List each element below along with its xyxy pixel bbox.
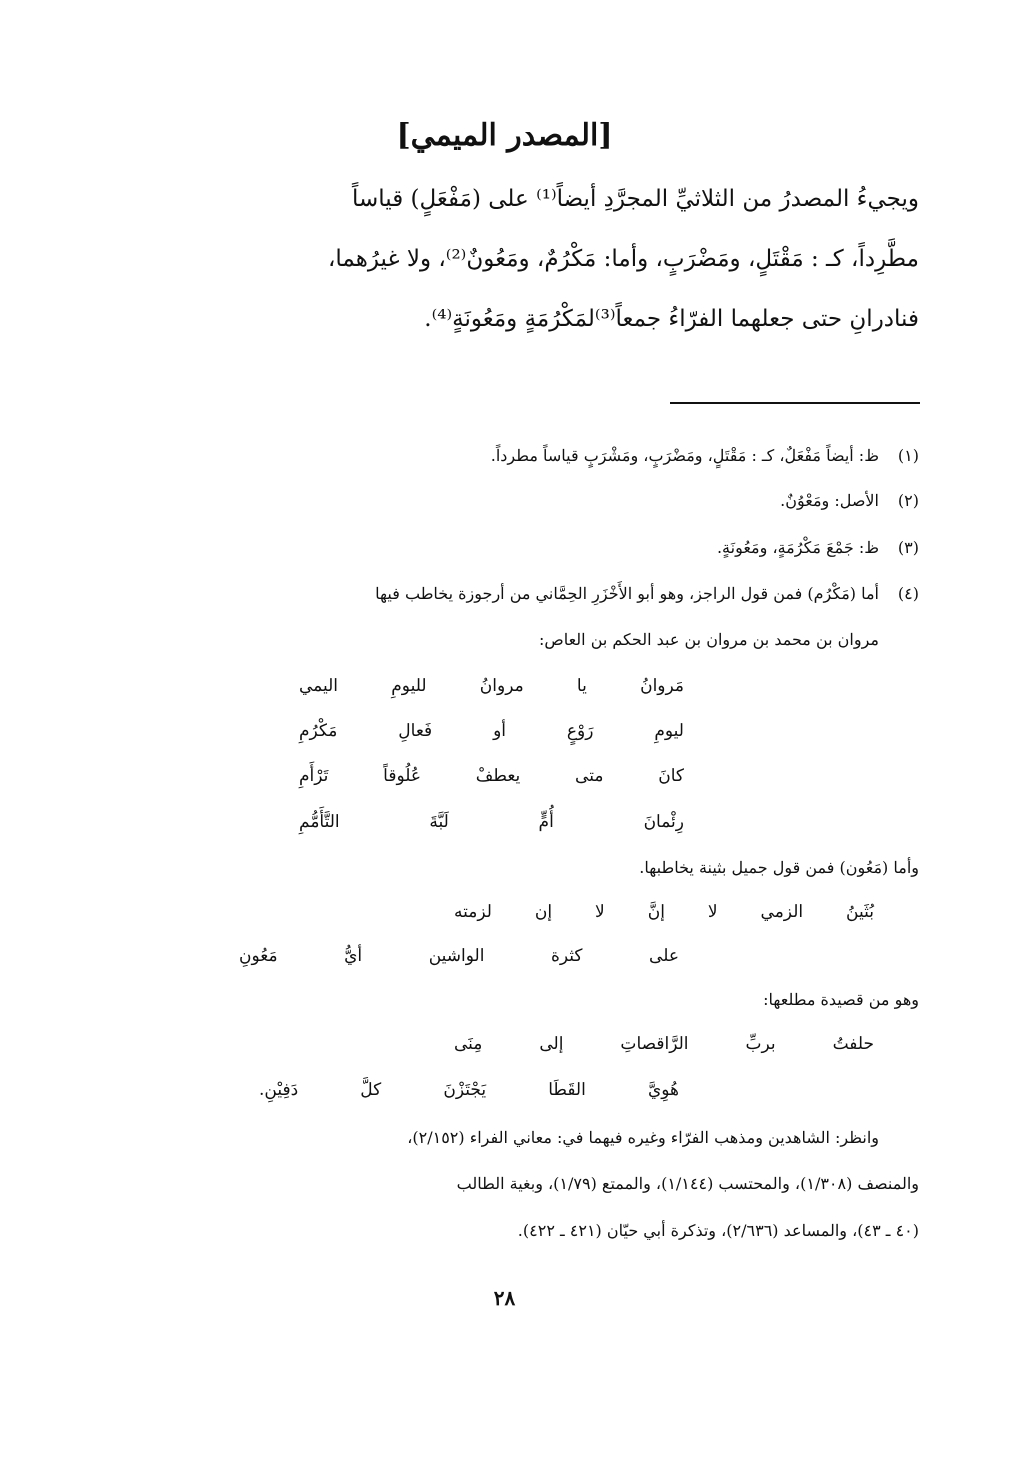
footnote-1: [79, 446, 919, 465]
footnote-text: ظ: أيضاً مَفْعَلٌ، كـ : مَقْتَلٍ، ومَضْرَبٍ، ومَشْرَبٍ قياساً مطرداً.: [490, 446, 879, 465]
jamil-verse-first-hemistich: بُثَينُ الزمي لا إنَّ لا إن لزمته: [454, 902, 874, 922]
footnote-2: [79, 491, 919, 510]
footnote-number: (٣): [897, 538, 919, 557]
footnote-number: (٤): [897, 584, 919, 603]
rajaz-verse-1: مَروانُ يا مروانُ لليومِ اليمي: [299, 676, 684, 696]
main-text-line-1: ويجيءُ المصدرُ من الثلاثيِّ المجرَّدِ أيضاً⁽¹⁾ على (مَفْعَلٍ) قياساً: [351, 186, 919, 212]
footnote-text: الأصل: ومَعْوُنٌ.: [780, 491, 879, 510]
page-number: ٢٨: [493, 1286, 516, 1310]
rajaz-verse-4: رِئْمانَ أُمٍّ لَبَّةَ التَّأَمُّمِ: [299, 812, 684, 832]
qasida-verse-second-hemistich: هُوِيَّ القَطَا يَجْتَزْنَ كلَّ دَفِيْنِ.: [259, 1080, 679, 1100]
references-line-1: وانظر: الشاهدين ومذهب الفرّاء وغيره فيهما في: معاني الفراء (٢/١٥٢)،: [407, 1128, 879, 1147]
qasida-verse-first-hemistich: حلفتُ بربِّ الرَّاقصاتِ إلى مِنَى: [454, 1034, 874, 1054]
jamil-verse-second-hemistich: على كثرة الواشين أيُّ مَعُونِ: [239, 946, 679, 966]
main-text-line-3: فنادرانِ حتى جعلهما الفرّاءُ جمعاً⁽³⁾لمَكْرُمَةٍ ومَعُونَةٍ⁽⁴⁾.: [424, 306, 919, 332]
maun-intro: وأما (مَعُون) فمن قول جميل بثينة يخاطبها.: [639, 858, 919, 877]
references-line-2: والمنصف (١/٣٠٨)، والمحتسب (١/١٤٤)، والممتع (١/٧٩)، وبغية الطالب: [456, 1174, 919, 1193]
footnote-4: [79, 584, 919, 603]
qasida-intro: وهو من قصيدة مطلعها:: [763, 990, 919, 1009]
references-line-3: (٤٠ ـ ٤٣)، والمساعد (٢/٦٣٦)، وتذكرة أبي حيّان (٤٢١ ـ ٤٢٢).: [517, 1221, 919, 1240]
footnote-4-continuation: مروان بن محمد بن مروان بن عبد الحكم بن العاص:: [538, 630, 879, 649]
section-heading: [المصدر الميمي]: [396, 118, 613, 153]
rajaz-verse-3: كانَ متى يعطفْ عُلُوقاً تَرْأَمِ: [299, 766, 684, 786]
rajaz-verse-2: ليومِ رَوْعٍ أو فَعالِ مَكْرُمِ: [299, 721, 684, 741]
footnote-number: (١): [897, 446, 919, 465]
footnote-text: ظ: جَمْعَ مَكْرُمَةٍ، ومَعُونَةٍ.: [716, 538, 879, 557]
footnote-3: [79, 538, 919, 557]
main-text-line-2: مطَّرِداً، كـ : مَقْتَلٍ، ومَضْرَبٍ، وأما: مَكْرُمٌ، ومَعُونٌ⁽²⁾، ولا غيرُهما،: [328, 246, 919, 272]
footnote-number: (٢): [897, 491, 919, 510]
footnote-text: أما (مَكْرُم) فمن قول الراجز، وهو أبو الأَخْزَرِ الحِمَّاني من أرجوزة يخاطب فيها: [375, 584, 879, 603]
footnote-separator: [670, 402, 920, 404]
